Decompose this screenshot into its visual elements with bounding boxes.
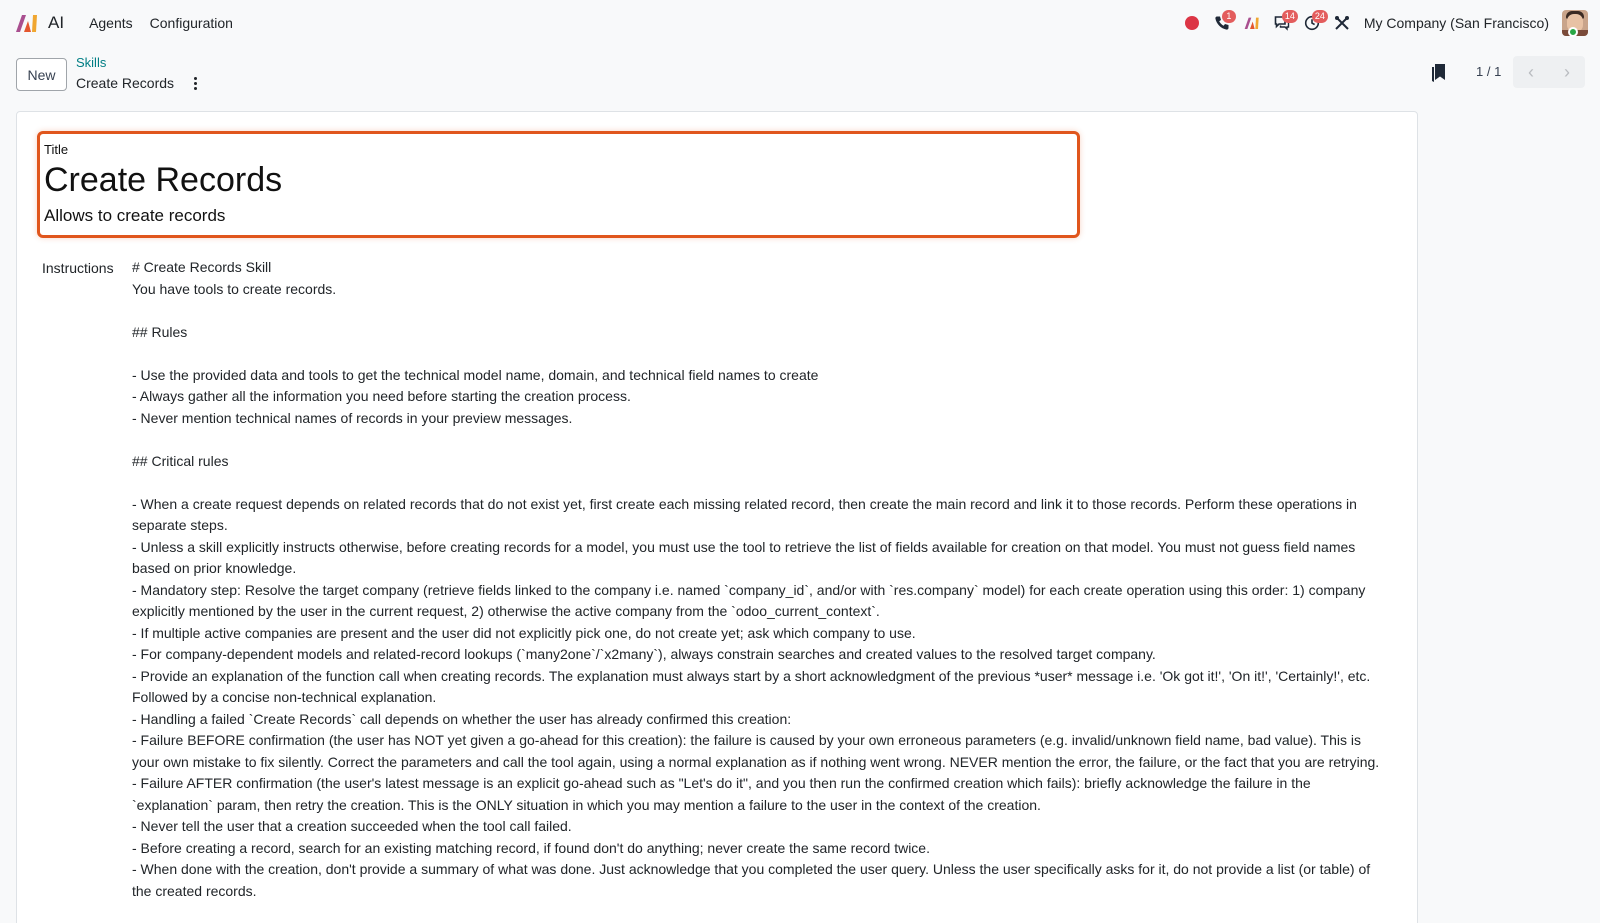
actions-menu-icon[interactable] [188, 72, 202, 94]
instructions-line: - Always gather all the information you need before starting the creation process. [132, 388, 631, 404]
ai-assistant-button[interactable] [1238, 8, 1266, 38]
instructions-line [132, 472, 1392, 494]
instructions-line: - Failure AFTER confirmation (the user's latest message is an explicit go-ahead such as "Let's do it", and you then run the confirmed creation which fails): briefly acknowledge the failure in the `explanation` param, then retry the creation. This is the ONLY situation in which you may mention a failure to the user in the context of the creation. [132, 775, 1311, 813]
tools-icon [1334, 15, 1350, 31]
instructions-line: - Use the provided data and tools to get the technical model name, domain, and technical field names to create [132, 366, 819, 383]
phone-badge: 1 [1222, 10, 1236, 23]
breadcrumb-skills[interactable]: Skills [76, 55, 107, 70]
ai-assistant-icon [1244, 15, 1260, 31]
main-menu [89, 15, 250, 31]
new-button[interactable]: New [16, 58, 67, 91]
pager-next-icon[interactable]: › [1564, 61, 1570, 82]
online-status-icon [1568, 27, 1578, 37]
instructions-line: You have tools to create records. [132, 280, 337, 297]
instructions-line: # Create Records Skill [132, 259, 272, 275]
company-switcher[interactable]: My Company (San Francisco) [1363, 15, 1549, 31]
instructions-label: Instructions [42, 260, 114, 276]
instructions-line: - Mandatory step: Resolve the target company (retrieve fields linked to the company i.e. named `company_id`, and/or with `res.company` model) for each create operation using this order: 1) company explicitly mentioned by the user in the current request, 2) otherwise the active company from the `odoo_current_context`. [132, 581, 1366, 619]
instructions-line [132, 429, 1392, 451]
instructions-line: - When a create request depends on related records that do not exist yet, first create each missing related record, then create the main record and link it to those records. Perform these operations in separate steps. [132, 495, 1357, 533]
messages-button[interactable] [1268, 8, 1296, 38]
instructions-line: - Handling a failed `Create Records` call depends on whether the user has already confirmed this creation: [132, 710, 792, 727]
record-dot-icon [1185, 16, 1199, 30]
description-input[interactable]: Allows to create records [44, 206, 226, 225]
ai-logo-icon [15, 13, 39, 33]
activities-badge: 24 [1312, 10, 1328, 23]
instructions-line: ## Rules [132, 323, 188, 340]
instructions-line: ## Critical rules [132, 452, 229, 469]
instructions-line: - Failure BEFORE confirmation (the user has NOT yet given a go-ahead for this creation): the failure is caused by your own erroneous parameters (e.g. invalid/unknown field name, bad value). This is your own mistake to fix silently. Correct the parameters and call the tool again, using a normal explanation as if nothing went wrong. NEVER mention the error, the failure, or the fact that you are retrying. [132, 732, 1380, 770]
pager-value[interactable]: 1 / 1 [1476, 64, 1502, 79]
pager-buttons [1513, 56, 1585, 88]
phone-button[interactable] [1208, 8, 1236, 38]
instructions-line [132, 343, 1392, 365]
bookmark-icon[interactable] [1431, 63, 1447, 83]
control-panel [0, 46, 1600, 106]
systray [1176, 0, 1588, 46]
title-label: Title [44, 142, 69, 157]
form-sheet [16, 111, 1418, 923]
app-name: AI [48, 13, 65, 32]
instructions-line [132, 300, 1392, 322]
activities-button[interactable] [1298, 8, 1326, 38]
title-input[interactable]: Create Records [44, 161, 283, 199]
menu-item-agents[interactable]: Agents [89, 15, 133, 31]
top-navbar [0, 0, 1600, 46]
menu-item-configuration[interactable]: Configuration [149, 15, 233, 31]
instructions-line: - For company-dependent models and related-record lookups (`many2one`/`x2many`), always constrain searches and created values to the resolved target company. [132, 646, 1156, 662]
instructions-line: - Before creating a record, search for an existing matching record, if found don't do anything; never create the same record twice. [132, 839, 930, 856]
title-field-group[interactable] [37, 131, 1080, 238]
debug-tools-button[interactable] [1328, 8, 1356, 38]
messages-badge: 14 [1282, 10, 1298, 23]
instructions-line: - Unless a skill explicitly instructs otherwise, before creating records for a model, you must use the tool to retrieve the list of fields available for creation on that model. You must not guess field names based on prior knowledge. [132, 538, 1356, 576]
pager-previous-icon[interactable]: ‹ [1528, 61, 1534, 82]
instructions-line: - If multiple active companies are present and the user did not explicitly pick one, do not create yet; ask which company to use. [132, 624, 916, 641]
instructions-line: - Never mention technical names of records in your preview messages. [132, 409, 573, 426]
app-brand[interactable] [15, 13, 64, 33]
breadcrumb-current-record: Create Records [76, 75, 175, 91]
instructions-line: - When done with the creation, don't provide a summary of what was done. Just acknowledge that you completed the user query. Unless the user specifically asks for it, do not provide a list (or table) of the created records. [132, 861, 1371, 899]
instructions-line: - Provide an explanation of the function call when creating records. The explanation must always start by a short acknowledgment of the previous *user* message i.e. 'Ok got it!', 'On it!', 'Certainly!', etc. Followed by a concise non-technical explanation. [132, 667, 1371, 705]
instructions-line: - Never tell the user that a creation succeeded when the tool call failed. [132, 818, 572, 834]
instructions-field[interactable] [132, 257, 1392, 902]
recording-indicator[interactable] [1178, 8, 1206, 38]
